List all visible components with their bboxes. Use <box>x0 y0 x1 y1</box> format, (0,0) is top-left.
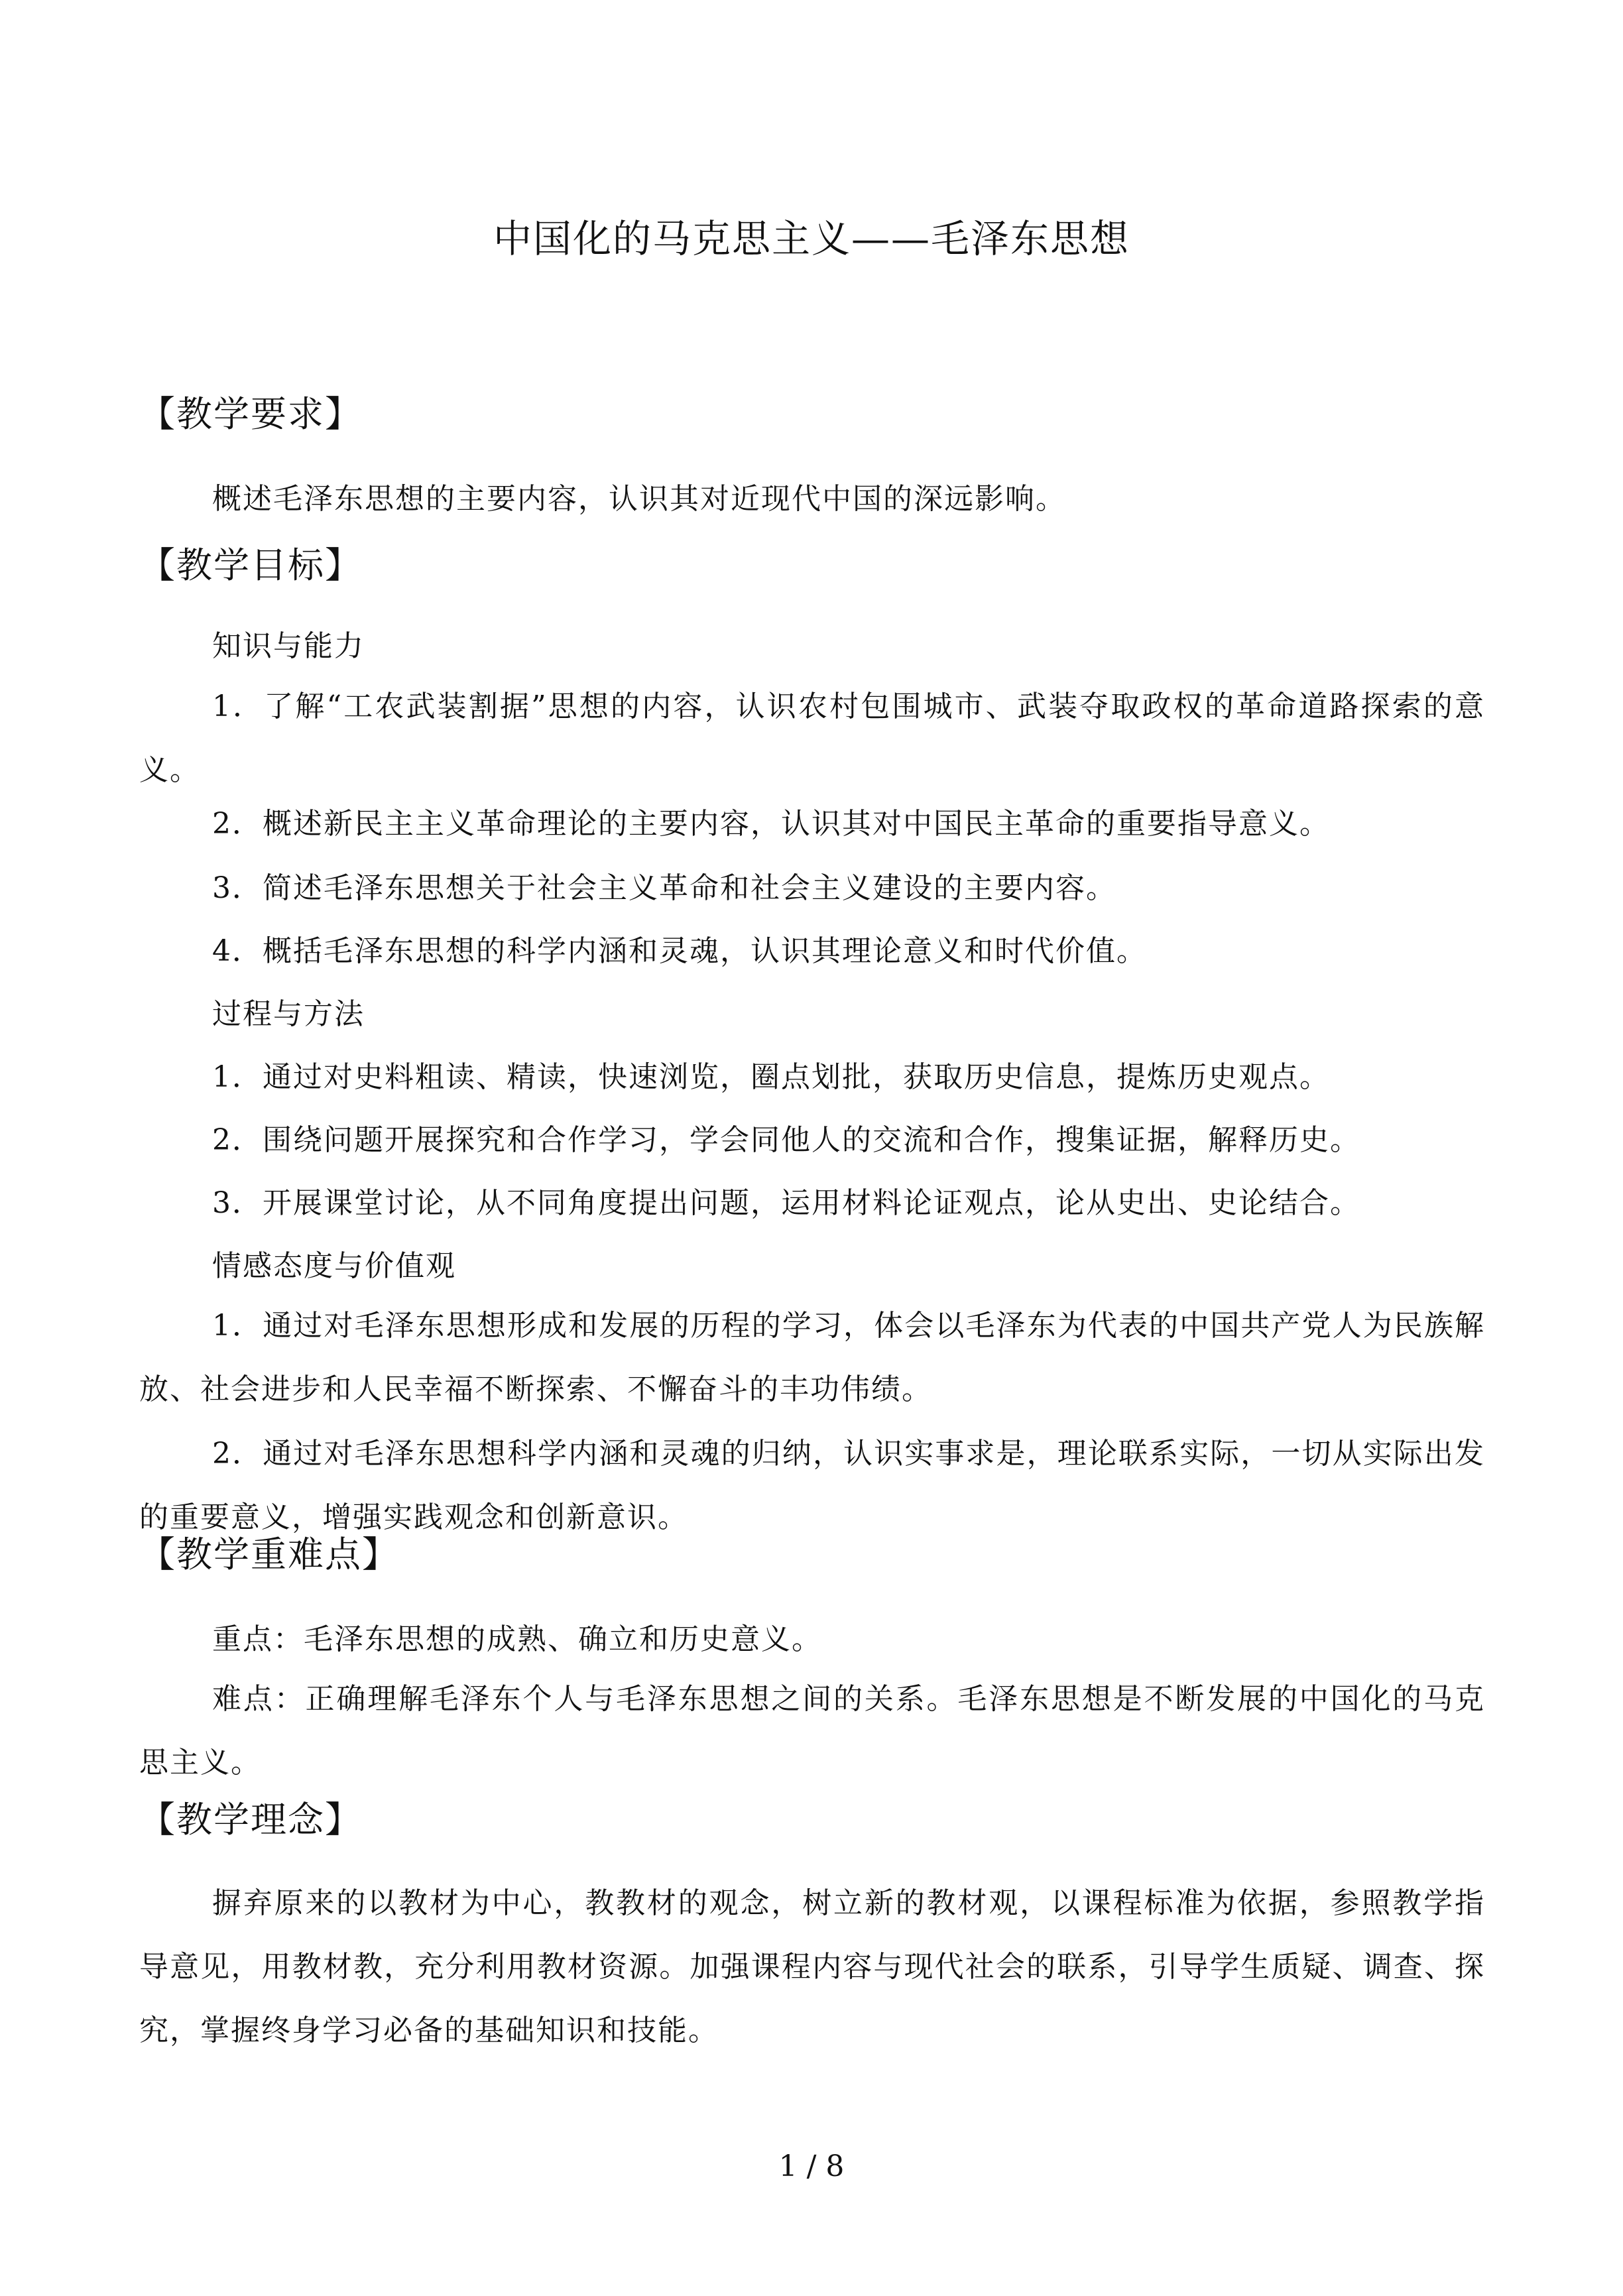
subheading-emotion: 情感态度与价值观 <box>212 1249 456 1283</box>
emotion-item-1: 1．通过对毛泽东思想形成和发展的历程的学习，体会以毛泽东为代表的中国共产党人为民族解放、社会进步和人民幸福不断探索、不懈奋斗的丰功伟绩。 <box>139 1309 1485 1406</box>
key-point-text: 重点：毛泽东思想的成熟、确立和历史意义。 <box>212 1622 822 1656</box>
knowledge-item-2: 2．概述新民主主义革命理论的主要内容，认识其对中国民主革命的重要指导意义。 <box>212 807 1330 841</box>
process-item-1: 1．通过对史料粗读、精读，快速浏览，圈点划批，获取历史信息，提炼历史观点。 <box>212 1060 1330 1094</box>
philosophy-text: 摒弃原来的以教材为中心，教教材的观念，树立新的教材观，以课程标准为依据，参照教学指导意见，用教材教，充分利用教材资源。加强课程内容与现代社会的联系，引导学生质疑、调查、探究，掌握终身学习必备的基础知识和技能。 <box>139 1886 1485 2047</box>
process-item-3: 3．开展课堂讨论，从不同角度提出问题，运用材料论证观点，论从史出、史论结合。 <box>212 1186 1360 1220</box>
subheading-process: 过程与方法 <box>212 997 365 1031</box>
knowledge-item-3: 3．简述毛泽东思想关于社会主义革命和社会主义建设的主要内容。 <box>212 871 1116 905</box>
heading-philosophy: 【教学理念】 <box>139 1799 362 1841</box>
heading-key-points: 【教学重难点】 <box>139 1534 399 1575</box>
knowledge-item-4: 4．概括毛泽东思想的科学内涵和灵魂，认识其理论意义和时代价值。 <box>212 934 1147 968</box>
requirement-text: 概述毛泽东思想的主要内容，认识其对近现代中国的深远影响。 <box>212 482 1066 516</box>
heading-objectives: 【教学目标】 <box>139 544 362 586</box>
process-item-2: 2．围绕问题开展探究和合作学习，学会同他人的交流和合作，搜集证据，解释历史。 <box>212 1123 1360 1157</box>
heading-requirement: 【教学要求】 <box>139 393 362 435</box>
subheading-knowledge: 知识与能力 <box>212 629 365 663</box>
knowledge-item-1: 1．了解“工农武装割据”思想的内容，认识农村包围城市、武装夺取政权的革命道路探索的意义。 <box>139 690 1485 787</box>
difficult-point-text: 难点：正确理解毛泽东个人与毛泽东思想之间的关系。毛泽东思想是不断发展的中国化的马克思主义。 <box>139 1682 1485 1780</box>
emotion-item-2: 2．通过对毛泽东思想科学内涵和灵魂的归纳，认识实事求是，理论联系实际，一切从实际出发的重要意义，增强实践观念和创新意识。 <box>139 1437 1485 1534</box>
page-number: 1 / 8 <box>778 2149 845 2183</box>
document-title: 中国化的马克思主义——毛泽东思想 <box>493 216 1130 261</box>
